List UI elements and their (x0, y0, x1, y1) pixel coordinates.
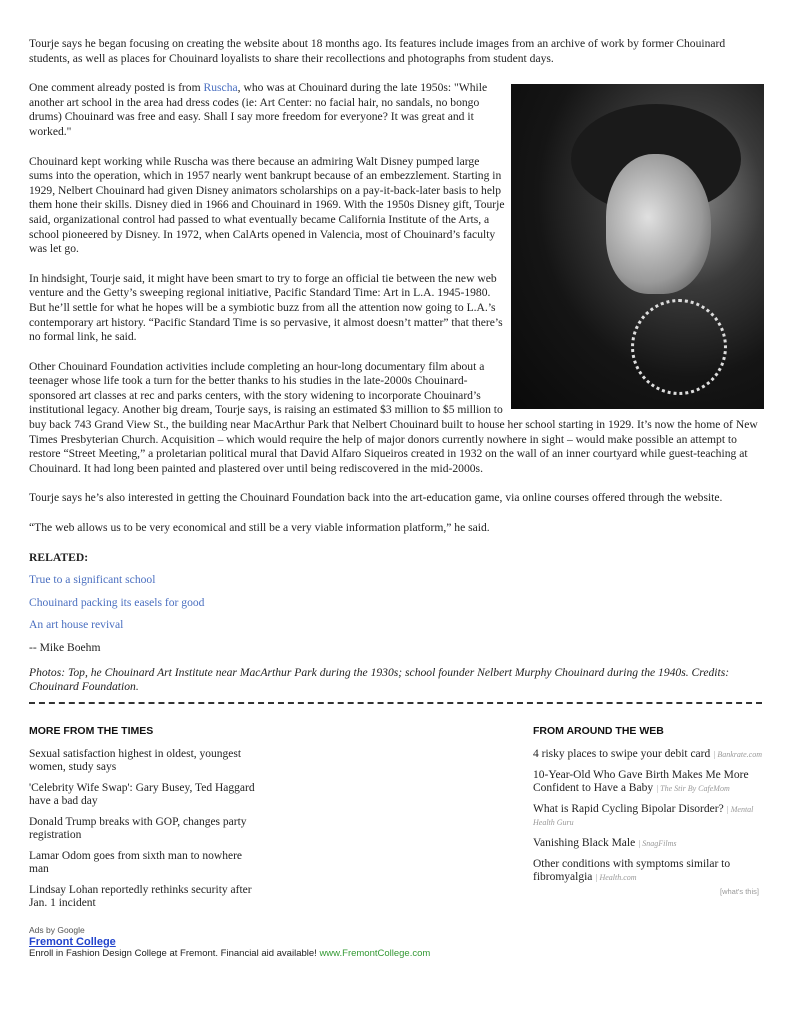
headline-link[interactable]: Sexual satisfaction highest in oldest, youngest women, study says (29, 748, 242, 773)
text: One comment already posted is from (29, 81, 204, 95)
web-link[interactable] (533, 837, 763, 850)
link-source: | Health.com (595, 873, 637, 882)
from-around-web (533, 725, 763, 892)
article-body (29, 37, 762, 710)
ad-title-link[interactable]: Fremont College (29, 936, 116, 948)
headline-link[interactable]: 'Celebrity Wife Swap': Gary Busey, Ted Haggard have a bad day (29, 782, 255, 807)
divider (29, 702, 762, 704)
headline-link[interactable]: Donald Trump breaks with GOP, changes party registration (29, 816, 247, 841)
web-link[interactable] (533, 858, 763, 884)
section-heading: FROM AROUND THE WEB (533, 725, 664, 737)
related-link[interactable]: True to a significant school (29, 573, 156, 587)
photo-caption: Photos: Top, he Chouinard Art Institute near MacArthur Park during the 1930s; school founder Nelbert Murphy Chouinard during the 1940s. Credits: Chouinard Foundation. (29, 665, 730, 694)
section-heading: MORE FROM THE TIMES (29, 725, 154, 737)
related-link[interactable]: Chouinard packing its easels for good (29, 595, 205, 609)
paragraph: Chouinard kept working while Ruscha was there because an admiring Walt Disney pumped large sums into the operation, which in 1957 nearly went bankrupt because of an embezzlement. Starting in 1929, Nelbert Chouinard had given Disney animators scholarships on a pay-it-back-later basis to help them hone their skills. Disney died in 1966 and Chouinard in 1969. With the 1950s Disney gift, Tourje said, organizational control had passed to what eventually became California Institute of the Arts, a school pioneered by Disney. In 1972, when CalArts opened in Valencia, most of Chouinard’s faculty was let go. (29, 154, 505, 256)
link-title[interactable]: Vanishing Black Male (533, 837, 636, 849)
link-title[interactable]: What is Rapid Cycling Bipolar Disorder? (533, 803, 724, 815)
link-source: | SnagFilms (638, 839, 677, 848)
paragraph: Other Chouinard Foundation activities include completing an hour-long documentary film about a teenager whose life took a turn for the better thanks to his studies in the late-2000s Chouinard-sponsored art classes at rec and parks centers, with the story widening to incorporate Chouinard’s institutional legacy. Another big dream, Tourje says, is raising an estimated $3 million to $5 million to buy back 743 Grand View St., the building near MacArthur Park that Nelbert Chouinard built to house her school starting in 1929. It’s now the home of New Times Presbyterian Church. Acquisition – which would require the help of major donors currently nowhere in sight – would make possible an attempt to restore “Street Meeting,” a proletarian political mural that David Alfaro Siqueiros created in 1932 on the wall of an inner courtyard while guest-teaching at Chouinard. It had long been painted and plastered over until being rediscovered in the mid-2000s. (29, 359, 758, 475)
google-ads (29, 924, 430, 960)
ads-label: Ads by Google (29, 925, 85, 935)
paragraph: “The web allows us to be very economical and still be a very viable information platform,” he said. (29, 521, 490, 535)
link-source: | Mental Health Guru (533, 805, 754, 827)
ad-text (29, 948, 430, 960)
web-link[interactable] (533, 748, 763, 761)
link-title[interactable]: Other conditions with symptoms similar to fibromyalgia (533, 858, 731, 883)
link-source: | Bankrate.com (713, 750, 762, 759)
ad-description: Enroll in Fashion Design College at Fremont. Financial aid available! (29, 948, 320, 959)
headline-link[interactable]: Lamar Odom goes from sixth man to nowhere man (29, 850, 243, 875)
related-heading: RELATED: (29, 550, 89, 564)
byline: -- Mike Boehm (29, 641, 101, 654)
text: , who was at Chouinard during the late 1950s: "While another art school in the area had dress codes (ie: Art Center: no facial hair, no sandals, no bongo drums) Chouinard was free and easy. Shall I say more freedom for everyone? It was great and it worked." (29, 81, 488, 138)
link-title[interactable]: 10-Year-Old Who Gave Birth Makes Me More Confident to Have a Baby (533, 769, 749, 794)
link-title[interactable]: 4 risky places to swipe your debit card (533, 748, 711, 760)
web-link[interactable] (533, 769, 763, 795)
ad-url-link[interactable]: www.FremontCollege.com (319, 948, 431, 959)
paragraph: Tourje says he began focusing on creating the website about 18 months ago. Its features include images from an archive of work by former Chouinard students, as well as places for Chouinard loyalists to share their recollections and photographs from student days. (29, 37, 726, 65)
more-from-times (29, 725, 259, 918)
web-link[interactable] (533, 803, 763, 829)
paragraph: Tourje says he’s also interested in getting the Chouinard Foundation back into the art-education game, via online courses offered through the website. (29, 491, 723, 505)
ruscha-link[interactable]: Ruscha (203, 81, 238, 95)
related-link[interactable]: An art house revival (29, 618, 124, 632)
portrait-photo (511, 84, 764, 409)
whats-this-link[interactable]: [what's this] (720, 887, 759, 896)
link-source: | The Stir By CafeMom (655, 784, 730, 793)
paragraph: In hindsight, Tourje said, it might have been smart to try to forge an official tie between the new web venture and the Getty’s sweeping regional initiative, Pacific Standard Time: Art in L.A. 1945-1980. But he’ll settle for what he hopes will be a symbiotic buzz from all the attention now going to L.A.’s contemporary art history. “Pacific Standard Time is so pervasive, it almost doesn’t matter” that there’s no formal link, he said. (29, 271, 503, 344)
related-links (29, 573, 762, 633)
headline-link[interactable]: Lindsay Lohan reportedly rethinks security after Jan. 1 incident (29, 884, 252, 909)
